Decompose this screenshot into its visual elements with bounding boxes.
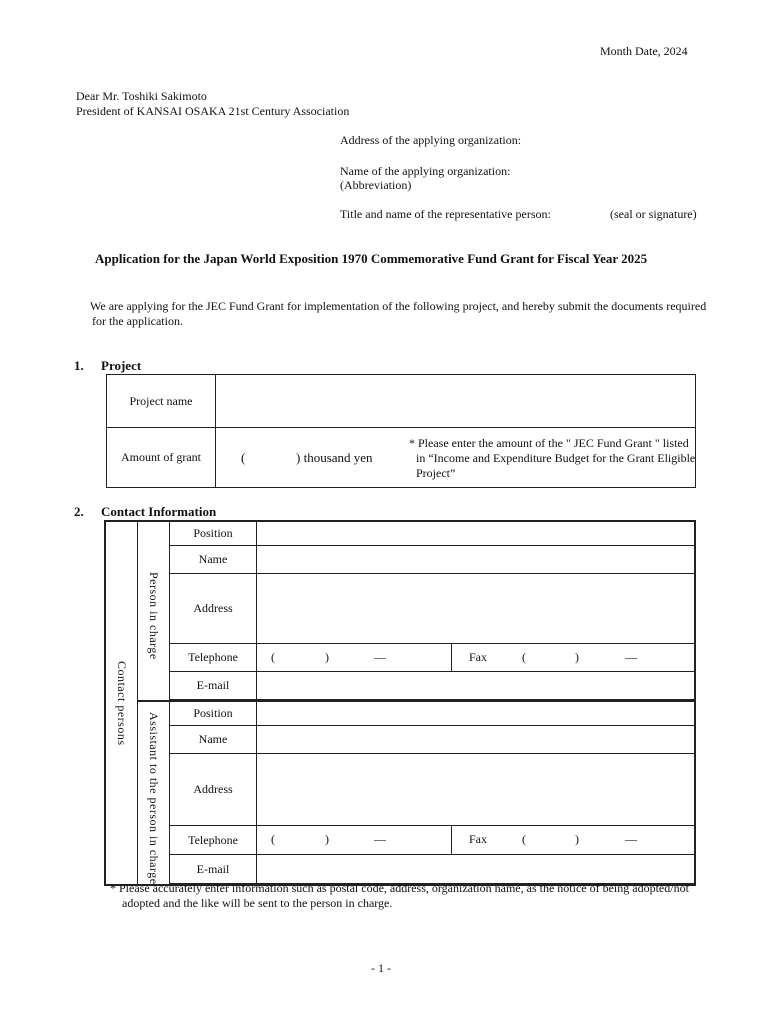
assistant-label: Assistant to the person in charge (147, 711, 161, 885)
asst-fax-open-paren: ( (522, 832, 526, 847)
asst-position-label-cell (170, 701, 257, 726)
document-title: Application for the Japan World Exposition 1970 Commemorative Fund Grant for Fiscal Year 2025 (95, 251, 648, 266)
applicant-abbreviation-label: (Abbreviation) (340, 178, 412, 192)
asst-address-label: Address (193, 782, 233, 797)
asst-fax-close-paren: ) (575, 832, 579, 847)
addressee-title: President of KANSAI OSAKA 21st Century Association (76, 104, 350, 118)
amount-of-grant-label: Amount of grant (121, 450, 201, 464)
person-in-charge-cell (138, 521, 170, 701)
asst-email-label-cell (170, 855, 257, 884)
pic-fax-dash: — (625, 649, 637, 664)
section1-number: 1. (74, 358, 84, 373)
letter-date: Month Date, 2024 (600, 44, 688, 58)
section2-number: 2. (74, 504, 84, 519)
asst-position-label: Position (193, 705, 233, 720)
contact-table (104, 520, 696, 886)
asst-tel-open-paren: ( (271, 832, 275, 847)
person-in-charge-label: Person in charge (147, 572, 161, 660)
asst-position-field[interactable] (257, 701, 696, 726)
addressee-name: Dear Mr. Toshiki Sakimoto (76, 89, 207, 103)
project-name-label: Project name (129, 393, 193, 408)
project-table (106, 374, 696, 488)
pic-tel-open-paren: ( (271, 649, 275, 664)
pic-address-label-cell (170, 573, 257, 643)
pic-telephone-label: Telephone (188, 649, 238, 664)
pic-address-field[interactable] (257, 573, 696, 643)
contact-persons-label: Contact persons (115, 660, 129, 746)
contact-note-line-2: adopted and the like will be sent to the person in charge. (122, 896, 393, 910)
pic-name-label: Name (198, 551, 228, 566)
amount-unit: ) thousand yen (296, 450, 373, 465)
amount-field[interactable] (216, 428, 696, 488)
applicant-name-label: Name of the applying organization: (340, 164, 511, 178)
asst-tel-dash: — (374, 832, 386, 847)
amount-open-paren: ( (241, 450, 246, 465)
pic-name-field[interactable] (257, 545, 696, 573)
pic-fax-close-paren: ) (575, 649, 579, 664)
pic-position-label: Position (193, 525, 233, 540)
intro-line-1: We are applying for the JEC Fund Grant for implementation of the following project, and hereby submit the documents required (90, 299, 707, 313)
amount-note-line-1: * Please enter the amount of the " JEC Fund Grant " listed (409, 436, 689, 450)
asst-telephone-field[interactable] (257, 826, 487, 855)
pic-fax-open-paren: ( (522, 649, 526, 664)
pic-fax-field[interactable] (452, 643, 696, 671)
asst-fax-dash: — (625, 832, 637, 847)
asst-name-field[interactable] (257, 725, 696, 754)
pic-telephone-label-cell (170, 643, 257, 671)
applicant-address-label: Address of the applying organization: (340, 133, 522, 147)
pic-telephone-field[interactable] (257, 643, 487, 671)
pic-position-label-cell (170, 521, 257, 545)
pic-tel-dash: — (374, 649, 386, 664)
seal-label: (seal or signature) (610, 207, 697, 221)
pic-tel-close-paren: ) (325, 649, 329, 664)
asst-telephone-label: Telephone (188, 832, 238, 847)
asst-name-label: Name (198, 732, 228, 747)
asst-tel-close-paren: ) (325, 832, 329, 847)
pic-name-label-cell (170, 545, 257, 573)
asst-address-label-cell (170, 754, 257, 826)
pic-position-field[interactable] (257, 521, 696, 545)
pic-email-label-cell (170, 671, 257, 699)
contact-note-line-1: * Please accurately enter information such as postal code, address, organization name, as the notice of being adopted/not (110, 881, 689, 895)
section2-heading: Contact Information (101, 504, 217, 519)
asst-email-field[interactable] (257, 855, 696, 884)
asst-fax-field[interactable] (452, 826, 696, 855)
asst-address-field[interactable] (257, 754, 696, 826)
asst-name-label-cell (170, 725, 257, 754)
pic-address-label: Address (193, 600, 233, 615)
section1-heading: Project (101, 358, 142, 373)
amount-note-line-2: in “Income and Expenditure Budget for the Grant Eligible (416, 451, 696, 465)
contact-persons-cell (105, 521, 138, 885)
page-number: - 1 - (371, 961, 391, 975)
pic-email-field[interactable] (257, 671, 696, 699)
asst-telephone-label-cell (170, 826, 257, 855)
assistant-cell (138, 701, 170, 886)
project-name-label-cell (107, 375, 216, 428)
pic-fax-label: Fax (469, 649, 487, 664)
pic-email-label: E-mail (196, 677, 230, 692)
amount-label-cell (107, 428, 216, 488)
project-name-field[interactable] (216, 375, 696, 428)
asst-email-label: E-mail (196, 861, 230, 876)
intro-line-2: for the application. (92, 314, 183, 328)
representative-label: Title and name of the representative person: (340, 207, 551, 221)
amount-note-line-3: Project” (416, 466, 456, 480)
asst-fax-label: Fax (469, 832, 487, 847)
